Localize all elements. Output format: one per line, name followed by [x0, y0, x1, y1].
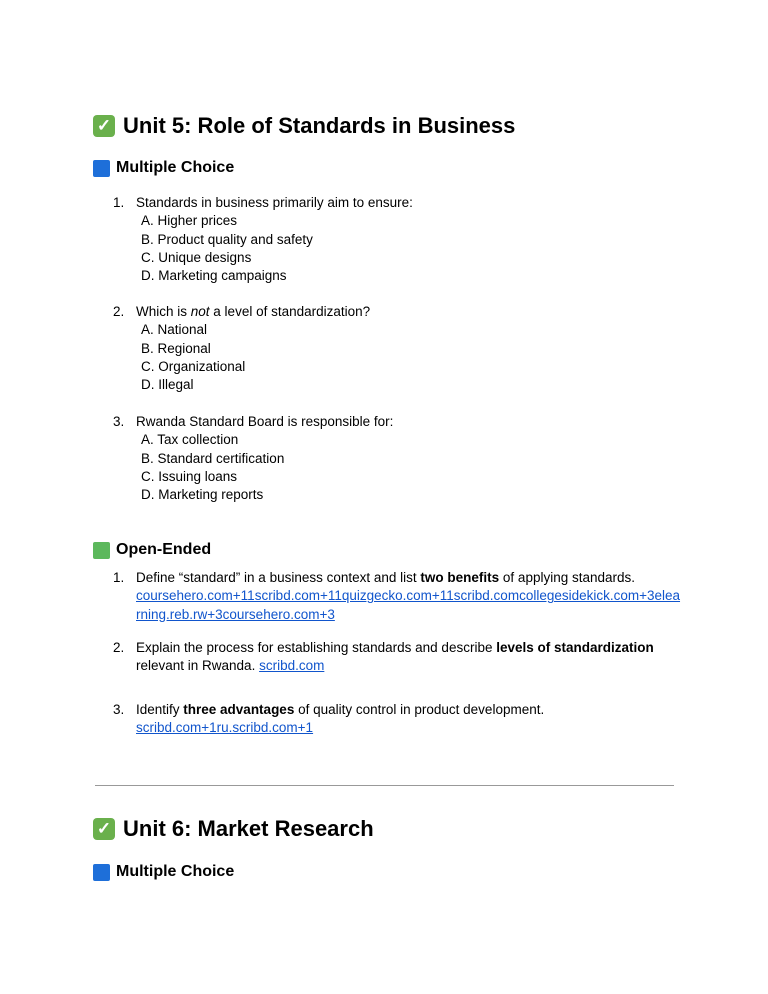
blue-square-icon	[93, 160, 110, 177]
heading-text: Multiple Choice	[116, 863, 235, 880]
text: of quality control in product development.	[294, 702, 545, 717]
question-number: 2.	[113, 304, 125, 319]
mc-question-2	[113, 303, 683, 394]
text: a level of standardization?	[209, 304, 371, 319]
unit5-oe-heading	[93, 541, 211, 559]
oe-question-1	[113, 569, 683, 624]
text: Define “standard” in a business context and list	[136, 570, 421, 585]
mc-question-1	[113, 194, 683, 285]
question-text	[136, 303, 683, 321]
oe-question-3	[113, 701, 683, 738]
bold-text: levels of standardization	[496, 640, 654, 655]
unit5-title	[93, 113, 515, 139]
question-number: 3.	[113, 702, 125, 717]
option: C. Unique designs	[141, 249, 252, 265]
text: of applying standards.	[499, 570, 636, 585]
option: C. Issuing loans	[141, 468, 238, 484]
emphasis: not	[190, 304, 210, 319]
option: B. Regional	[141, 340, 211, 356]
question-text: Rwanda Standard Board is responsible for:	[136, 414, 394, 429]
question-number: 2.	[113, 640, 125, 655]
question-text: Standards in business primarily aim to ensure:	[136, 195, 413, 210]
option: D. Illegal	[141, 377, 194, 393]
question-number: 3.	[113, 414, 125, 429]
source-link[interactable]: coursehero.com+11scribd.com+11quizgecko.com+11scribd.comcollegesidekick.com+3elearning.reb.rw+3coursehero.com+3	[136, 588, 681, 622]
heading-text: Open-Ended	[116, 541, 212, 558]
blue-square-icon	[93, 864, 110, 881]
bold-text: three advantages	[183, 702, 295, 717]
option: C. Organizational	[141, 358, 246, 374]
source-link[interactable]: scribd.com+1ru.scribd.com+1	[136, 720, 314, 736]
unit5-title-text: Unit 5: Role of Standards in Business	[123, 113, 516, 138]
option: A. National	[141, 322, 208, 338]
text: Identify	[136, 702, 184, 717]
text: Explain the process for establishing standards and describe	[136, 640, 497, 655]
option: B. Product quality and safety	[141, 231, 313, 247]
check-mark-icon: ✓	[93, 115, 115, 137]
mc-question-3	[113, 413, 683, 504]
source-link[interactable]: scribd.com	[259, 658, 325, 674]
check-mark-icon: ✓	[93, 818, 115, 840]
section-divider	[95, 785, 674, 786]
unit6-title	[93, 816, 374, 842]
option: B. Standard certification	[141, 450, 285, 466]
unit5-mc-heading	[93, 159, 234, 177]
option: D. Marketing reports	[141, 487, 264, 503]
question-number: 1.	[113, 195, 125, 210]
text: Which is	[136, 304, 191, 319]
bold-text: two benefits	[420, 570, 500, 585]
unit6-title-text: Unit 6: Market Research	[123, 816, 374, 841]
option: D. Marketing campaigns	[141, 268, 287, 284]
oe-question-2	[113, 639, 683, 676]
unit6-mc-heading	[93, 863, 234, 881]
green-square-icon	[93, 542, 110, 559]
heading-text: Multiple Choice	[116, 159, 235, 176]
option: A. Tax collection	[141, 432, 239, 448]
text: relevant in Rwanda.	[136, 658, 260, 674]
option: A. Higher prices	[141, 213, 238, 229]
question-number: 1.	[113, 570, 125, 585]
